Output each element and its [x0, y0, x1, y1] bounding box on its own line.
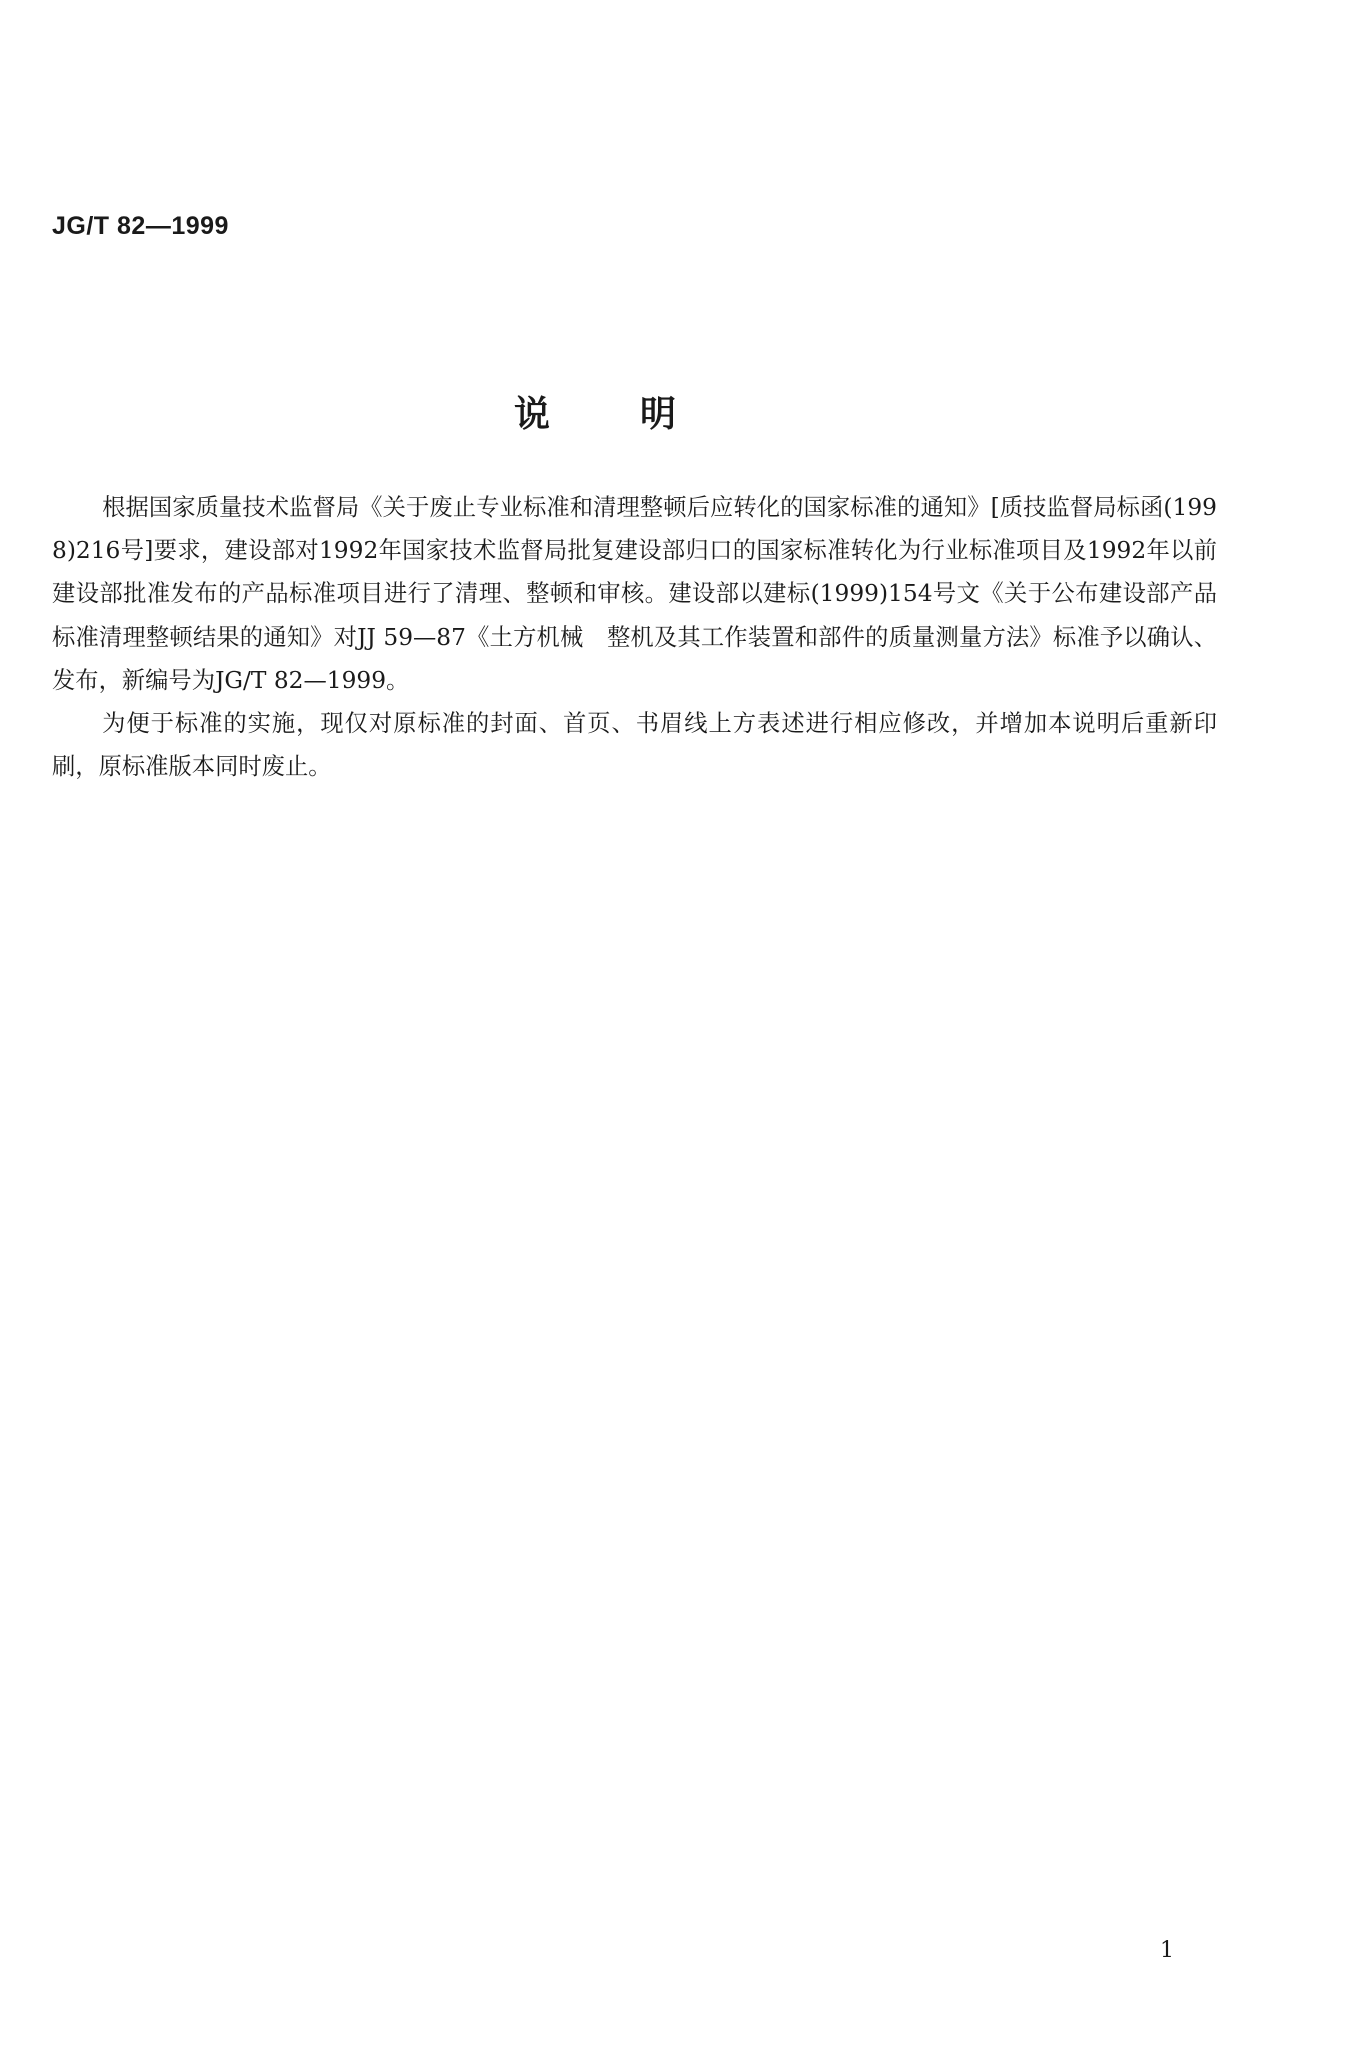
page-title: 说明 — [513, 393, 766, 435]
document-code: JG/T 82—1999 — [52, 212, 229, 240]
document-body — [52, 486, 1217, 788]
body-paragraph: 为便于标准的实施，现仅对原标准的封面、首页、书眉线上方表述进行相应修改，并增加本说明后重新印刷，原标准版本同时废止。 — [52, 710, 1217, 781]
page-number: 1 — [1160, 1938, 1174, 1963]
body-paragraph: 根据国家质量技术监督局《关于废止专业标准和清理整顿后应转化的国家标准的通知》[质技监督局标函(1998)216号]要求，建设部对1992年国家技术监督局批复建设部归口的国家标准转化为行业标准项目及1992年以前建设部批准发布的产品标准项目进行了清理、整顿和审核。建设部以建标(1999)154号文《关于公布建设部产品标准清理整顿结果的通知》对JJ 59—87《土方机械 整机及其工作装置和部件的质量测量方法》标准予以确认、发布，新编号为JG/T 82—1999。 — [52, 494, 1217, 694]
